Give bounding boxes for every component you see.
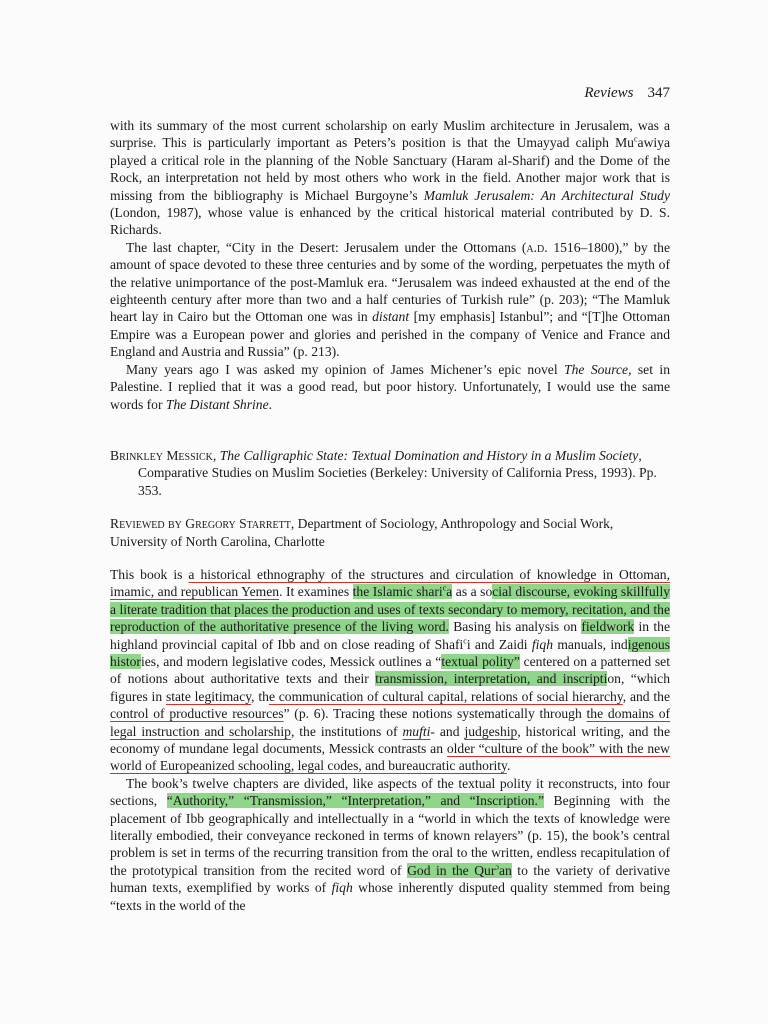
review-paragraph-2: The book’s twelve chapters are divided, like aspects of the textual polity it reconstructs, into four sections, “Authority,” “Transmission,” “Interpretation,” and “Inscription.” Beginning with the placement of Ibb geographically and intellectually in a “world in which the texts of knowledge were literally embodied, their conveyance reckoned in terms of known relayers” (p. 15), the book’s central problem is set in terms of the recurring transition from the oral to the written, endless recapitulation of the prototypical transition from the recited word of God in the Qur$^ɔ$an to the variety of derivative human texts, exemplified by works of fiqh whose inherently disputed quality stemmed from being “texts in the world of the: [110, 775, 670, 913]
highlighted-passage: igenous histor: [110, 636, 670, 669]
underlined-passage: older “culture of the book” with the new world of Europeanized schooling, legal codes, and bureaucratic authority: [110, 741, 670, 774]
highlighted-passage: “Authority,” “Transmission,” “Interpretation,” and “Inscription.”: [166, 793, 544, 809]
review-paragraph-1: This book is a historical ethnography of the structures and circulation of knowledge in Ottoman, imamic, and republican Yemen. It examines the Islamic shari$^c$a as a social discourse, evoking skillfully a literate tradition that places the production and uses of texts secondary to memory, recitation, and the reproduction of the authoritative presence of the living word. Basing his analysis on fieldwork in the highland provincial capital of Ibb and on close reading of Shafi$^c$i and Zaidi fiqh manuals, indigenous histories, and modern legislative codes, Messick outlines a “textual polity” centered on a patterned set of notions about authoritative texts and their transmission, interpretation, and inscription, “which figures in state legitimacy, the communication of cultural capital, relations of social hierarchy, and the control of productive resources” (p. 6). Tracing these notions systematically through the domains of legal instruction and scholarship, the institutions of mufti- and judgeship, historical writing, and the economy of mundane legal documents, Messick contrasts an older “culture of the book” with the new world of Europeanized schooling, legal codes, and bureaucratic authority.: [110, 566, 671, 774]
highlighted-passage: textual polity”: [441, 653, 520, 669]
underlined-passage: e communication of cultural capital, relations of social hierarchy: [268, 688, 623, 704]
top-review-paragraph-1: with its summary of the most current scholarship on early Muslim architecture in Jerusalem, was a surprise. This is particularly important as Peters’s position is that the Umayyad caliph Mu$^c$awiya played a critical role in the planning of the Noble Sanctuary (Haram al-Sharif) and the Dome of the Rock, an interpretation not held by most others who work in the field. Another major work that is missing from the bibliography is Michael Burgoyne’s Mamluk Jerusalem: An Architectural Study (London, 1987), whose value is enhanced by the critical historical material contributed by D. S. Richards.: [110, 118, 670, 238]
running-head: [584, 85, 670, 102]
underlined-passage: the domains of legal instruction and scholarship: [110, 706, 671, 739]
highlighted-passage: fieldwork: [581, 619, 635, 635]
citation-title: The Calligraphic State: Textual Domination and History in a Muslim Society: [219, 447, 639, 463]
highlighted-passage: God in the Qur$^ɔ$an: [407, 862, 512, 878]
reviewer-line: Reviewed by Gregory Starrett, Department of Sociology, Anthropology and Social Work, University of North Carolina, Charlotte: [110, 516, 614, 549]
page-number: 347: [647, 85, 670, 101]
article-text: [110, 117, 670, 914]
underlined-passage: judgeship: [464, 723, 518, 739]
running-head-title: Reviews: [584, 85, 634, 101]
book-citation: Brinkley Messick, The Calligraphic State: Textual Domination and History in a Muslim Society, Comparative Studies on Muslim Societies (Berkeley: University of California Press, 1993). Pp. 353.: [110, 447, 657, 498]
underlined-passage: a historical ethnography of the structures and circulation of knowledge in Ottoman, imamic, and republican Yemen: [110, 566, 670, 600]
book-title: Mamluk Jerusalem: An Architectural Study: [423, 187, 670, 203]
top-review-paragraph-2: The last chapter, “City in the Desert: Jerusalem under the Ottomans (a.d. 1516–1800),” by the amount of space devoted to these three centuries and by some of the wording, perpetuates the myth of the relative unimportance of the post-Mamluk era. “Jerusalem was indeed exhausted at the end of the eighteenth century after more than two and a half centuries of Turkish rule” (p. 203); “The Mamluk heart lay in Cairo but the Ottoman one was in distant [my emphasis] Istanbul”; and “[T]he Ottoman Empire was a European power and glories and perished in the company of Venice and France and England and Austria and Russia” (p. 213).: [110, 239, 670, 360]
underlined-passage: control of productive resources: [110, 706, 284, 722]
underlined-passage: mufti: [402, 723, 431, 739]
underlined-passage: state legitimacy: [165, 688, 252, 704]
highlighted-passage: the Islamic shari$^c$a: [352, 583, 453, 600]
citation-author: Brinkley Messick: [110, 447, 213, 463]
highlighted-passage: transmission, interpretation, and inscripti: [375, 671, 608, 687]
highlighted-passage: cial discourse, evoking skillfully a literate tradition that places the production and uses of texts secondary to memory, recitation, and the reproduction of the authoritative presence of the living word.: [110, 584, 671, 635]
top-review-paragraph-3: Many years ago I was asked my opinion of James Michener’s epic novel The Source, set in Palestine. I replied that it was a good read, but poor history. Unfortunately, I would use the same words for The Distant Shrine.: [110, 361, 670, 412]
